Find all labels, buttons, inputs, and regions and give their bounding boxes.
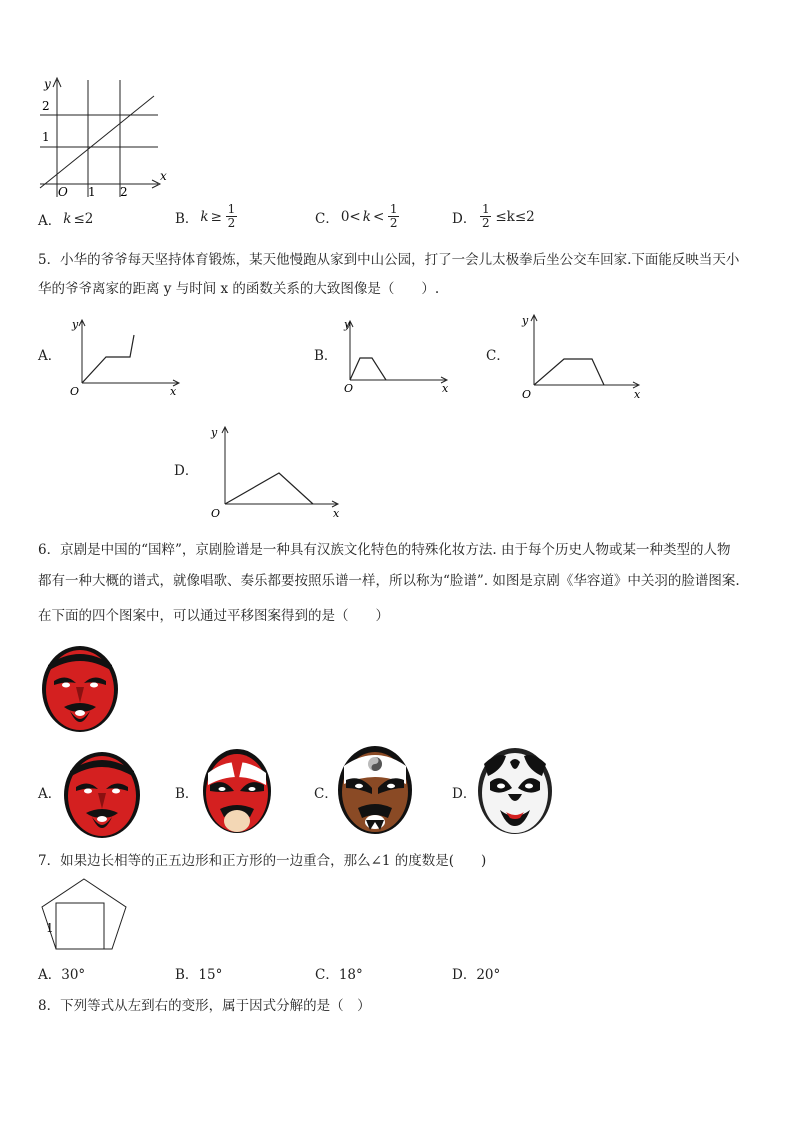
q6-option-d-label[interactable]: D．: [452, 786, 477, 802]
x-label: x: [160, 169, 167, 183]
x-tick-2: 2: [120, 185, 128, 199]
q6-option-a-label[interactable]: A．: [38, 786, 62, 802]
svg-text:O: O: [344, 382, 354, 395]
q7-option-b[interactable]: B．15°: [175, 967, 223, 983]
angle-1-label: 1: [46, 921, 54, 935]
q4-option-b[interactable]: B． k ≥ $\frac{1}{2}$: [175, 202, 236, 230]
q6-option-c-mask-image[interactable]: [336, 744, 414, 836]
q4-option-a[interactable]: A． k ≤2: [38, 211, 94, 229]
q4-option-d[interactable]: D． $\frac{1}{2}$ ≤k≤2: [452, 202, 535, 230]
svg-text:x: x: [170, 385, 177, 397]
q7-option-a[interactable]: A．30°: [38, 967, 86, 983]
q6-option-c-label[interactable]: C．: [314, 786, 338, 802]
q4-coordinate-graph: [30, 72, 180, 200]
svg-text:y: y: [211, 426, 218, 439]
q7-pentagon-square-figure: [36, 876, 132, 952]
svg-text:x: x: [333, 507, 340, 520]
y-tick-2: 2: [42, 99, 50, 113]
q5-graph-d[interactable]: [205, 422, 347, 520]
q6-option-a-mask-image[interactable]: [60, 747, 144, 839]
q5-question-line2: 华的爷爷离家的距离 y 与时间 x 的函数关系的大致图像是（ ）.: [38, 281, 440, 297]
q4-option-c[interactable]: C． 0< k < $\frac{1}{2}$: [315, 202, 398, 230]
svg-text:O: O: [211, 507, 221, 520]
svg-text:O: O: [522, 388, 532, 401]
q5-question-line1: 5．小华的爷爷每天坚持体育锻炼，某天他慢跑从家到中山公园，打了一会儿太极拳后坐公交车回家.下面能反映当天小: [38, 252, 740, 268]
q5-graph-b[interactable]: [338, 316, 458, 396]
q7-option-c[interactable]: C．18°: [315, 967, 363, 983]
q6-question-line1: 6．京剧是中国的“国粹”，京剧脸谱是一种具有汉族文化特色的特殊化妆方法. 由于每个历史人物或某一种类型的人物: [38, 542, 731, 558]
q6-option-b-label[interactable]: B．: [175, 786, 199, 802]
q8-question-text: 8．下列等式从左到右的变形，属于因式分解的是（ ）: [38, 998, 371, 1014]
q5-option-b-label[interactable]: B．: [314, 348, 338, 364]
svg-text:y: y: [344, 318, 351, 331]
square-shape: [56, 903, 104, 949]
q7-option-d[interactable]: D．20°: [452, 967, 501, 983]
q5-option-a-label[interactable]: A．: [38, 348, 62, 364]
origin-label: O: [58, 185, 68, 199]
y-tick-1: 1: [42, 130, 50, 144]
svg-text:y: y: [72, 318, 79, 331]
q5-option-c-label[interactable]: C．: [486, 348, 510, 364]
q5-graph-c[interactable]: [518, 310, 648, 402]
guanyu-mask-reference-image: [38, 641, 122, 733]
pentagon-shape: [42, 879, 126, 949]
svg-text:x: x: [442, 382, 449, 395]
q5-graph-a[interactable]: [66, 315, 186, 397]
q6-option-d-mask-image[interactable]: [476, 746, 554, 836]
q6-option-b-mask-image[interactable]: [200, 747, 274, 835]
svg-text:y: y: [522, 314, 529, 327]
q6-question-line2: 都有一种大概的谱式，就像唱歌、奏乐都要按照乐谱一样，所以称为“脸谱”. 如图是京剧《华容道》中关羽的脸谱图案.: [38, 573, 740, 589]
x-tick-1: 1: [88, 185, 96, 199]
q6-question-line3: 在下面的四个图案中，可以通过平移图案得到的是（ ）: [38, 608, 389, 624]
svg-text:x: x: [634, 388, 641, 401]
svg-text:O: O: [70, 385, 80, 397]
q5-option-d-label[interactable]: D．: [174, 463, 199, 479]
q7-question-text: 7．如果边长相等的正五边形和正方形的一边重合，那么∠1 的度数是( ): [38, 853, 487, 869]
y-label: y: [44, 77, 51, 91]
